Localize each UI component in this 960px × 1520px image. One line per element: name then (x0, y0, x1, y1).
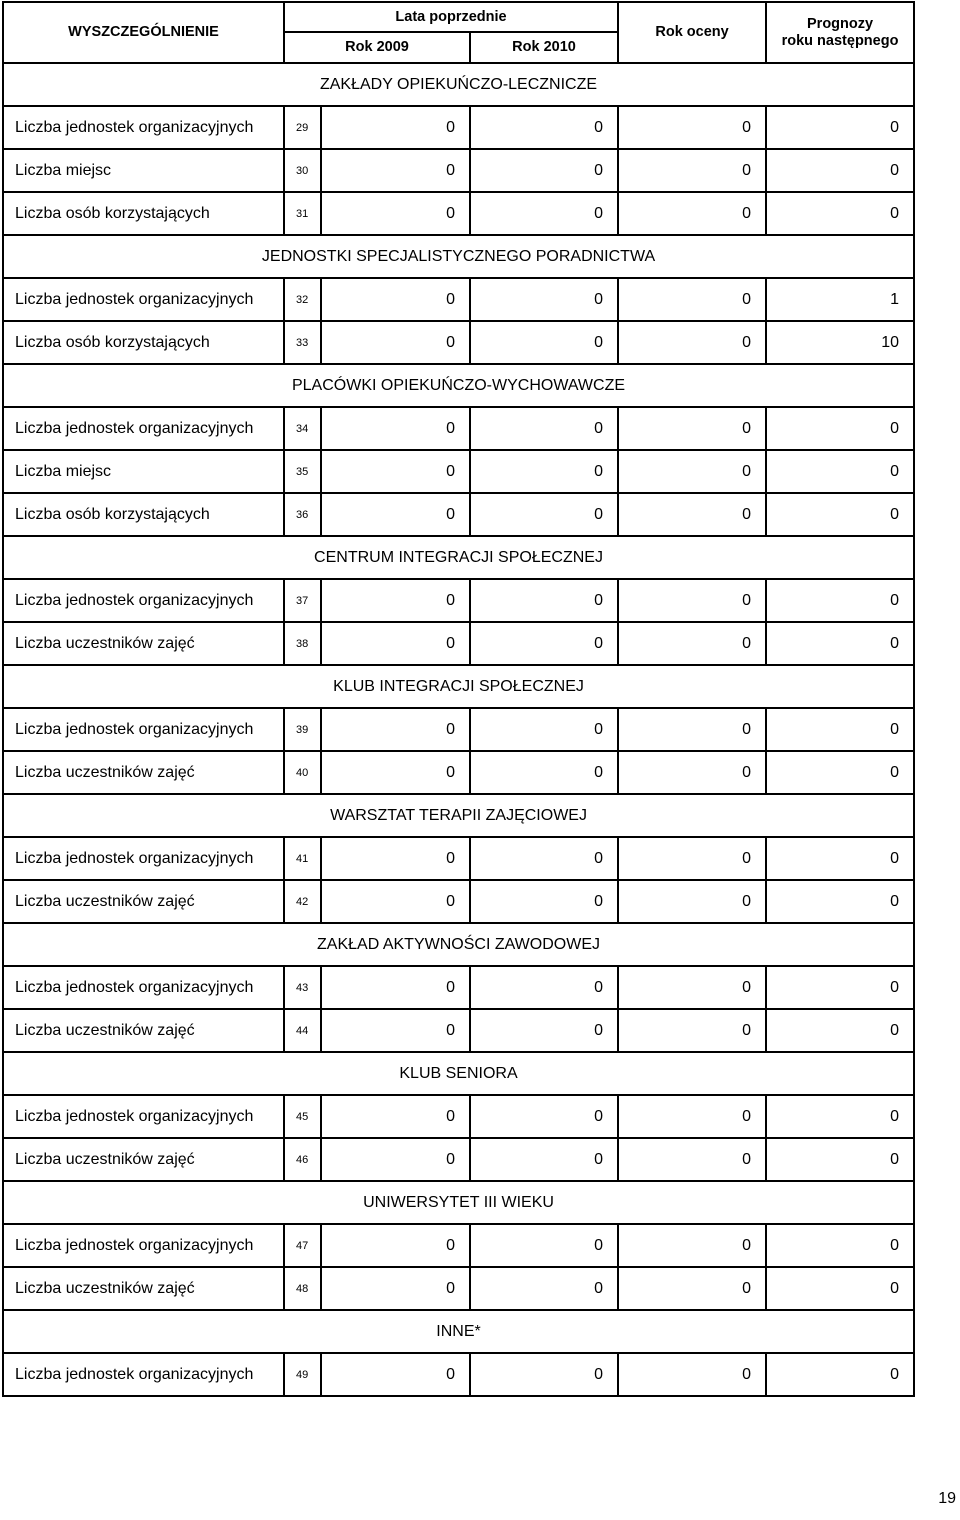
value-evaluation-year: 0 (618, 1224, 766, 1267)
row-label: Liczba jednostek organizacyjnych (3, 966, 284, 1009)
row-label: Liczba miejsc (3, 450, 284, 493)
row-number: 33 (284, 321, 321, 364)
table-body (3, 63, 914, 1396)
section-header-row (3, 1181, 914, 1224)
row-label: Liczba uczestników zajęć (3, 1267, 284, 1310)
value-forecast: 0 (766, 450, 914, 493)
table-row (3, 1009, 914, 1052)
table-row (3, 450, 914, 493)
row-label: Liczba osób korzystających (3, 493, 284, 536)
row-number: 44 (284, 1009, 321, 1052)
row-number: 34 (284, 407, 321, 450)
value-forecast: 0 (766, 837, 914, 880)
value-forecast: 0 (766, 149, 914, 192)
row-label: Liczba jednostek organizacyjnych (3, 708, 284, 751)
value-2009: 0 (321, 751, 470, 794)
header-previous-years: Lata poprzednie (284, 2, 618, 32)
row-number: 46 (284, 1138, 321, 1181)
section-header-row (3, 794, 914, 837)
value-2009: 0 (321, 493, 470, 536)
report-table (2, 1, 915, 1397)
value-evaluation-year: 0 (618, 149, 766, 192)
section-title: KLUB INTEGRACJI SPOŁECZNEJ (3, 665, 914, 708)
value-evaluation-year: 0 (618, 622, 766, 665)
value-evaluation-year: 0 (618, 192, 766, 235)
value-2010: 0 (470, 837, 618, 880)
section-title: INNE* (3, 1310, 914, 1353)
value-evaluation-year: 0 (618, 708, 766, 751)
table-row (3, 622, 914, 665)
row-label: Liczba uczestników zajęć (3, 1138, 284, 1181)
value-forecast: 0 (766, 1224, 914, 1267)
value-2010: 0 (470, 1224, 618, 1267)
value-evaluation-year: 0 (618, 1267, 766, 1310)
section-title: CENTRUM INTEGRACJI SPOŁECZNEJ (3, 536, 914, 579)
value-2009: 0 (321, 1353, 470, 1396)
row-label: Liczba jednostek organizacyjnych (3, 278, 284, 321)
section-header-row (3, 235, 914, 278)
section-header-row (3, 923, 914, 966)
table-row (3, 1138, 914, 1181)
value-evaluation-year: 0 (618, 1009, 766, 1052)
header-description: WYSZCZEGÓLNIENIE (3, 2, 284, 63)
row-number: 30 (284, 149, 321, 192)
header-forecast (766, 2, 914, 63)
value-2009: 0 (321, 579, 470, 622)
value-2010: 0 (470, 493, 618, 536)
section-header-row (3, 665, 914, 708)
row-number: 43 (284, 966, 321, 1009)
value-forecast: 0 (766, 1009, 914, 1052)
table-row (3, 321, 914, 364)
value-forecast: 0 (766, 966, 914, 1009)
table-row (3, 966, 914, 1009)
row-label: Liczba jednostek organizacyjnych (3, 106, 284, 149)
row-number: 35 (284, 450, 321, 493)
row-label: Liczba jednostek organizacyjnych (3, 407, 284, 450)
value-forecast: 0 (766, 751, 914, 794)
value-2010: 0 (470, 407, 618, 450)
table-row (3, 407, 914, 450)
table-row (3, 1267, 914, 1310)
value-forecast: 0 (766, 579, 914, 622)
value-evaluation-year: 0 (618, 1095, 766, 1138)
header-forecast-line2: roku następnego (781, 32, 899, 49)
value-2009: 0 (321, 106, 470, 149)
value-forecast: 0 (766, 622, 914, 665)
value-2009: 0 (321, 966, 470, 1009)
value-2009: 0 (321, 192, 470, 235)
row-number: 42 (284, 880, 321, 923)
table-row (3, 579, 914, 622)
value-2010: 0 (470, 880, 618, 923)
value-forecast: 0 (766, 106, 914, 149)
value-2010: 0 (470, 579, 618, 622)
row-label: Liczba uczestników zajęć (3, 622, 284, 665)
row-number: 47 (284, 1224, 321, 1267)
value-evaluation-year: 0 (618, 837, 766, 880)
value-evaluation-year: 0 (618, 321, 766, 364)
value-2009: 0 (321, 880, 470, 923)
section-header-row (3, 536, 914, 579)
value-2010: 0 (470, 1095, 618, 1138)
value-2009: 0 (321, 149, 470, 192)
value-forecast: 0 (766, 493, 914, 536)
row-number: 48 (284, 1267, 321, 1310)
value-2010: 0 (470, 450, 618, 493)
value-evaluation-year: 0 (618, 751, 766, 794)
table-row (3, 278, 914, 321)
value-2009: 0 (321, 1009, 470, 1052)
table-row (3, 493, 914, 536)
value-evaluation-year: 0 (618, 407, 766, 450)
value-evaluation-year: 0 (618, 106, 766, 149)
row-number: 39 (284, 708, 321, 751)
row-label: Liczba miejsc (3, 149, 284, 192)
section-header-row (3, 364, 914, 407)
section-header-row (3, 63, 914, 106)
row-number: 49 (284, 1353, 321, 1396)
value-evaluation-year: 0 (618, 493, 766, 536)
value-2009: 0 (321, 407, 470, 450)
value-2009: 0 (321, 1138, 470, 1181)
section-header-row (3, 1310, 914, 1353)
row-label: Liczba uczestników zajęć (3, 880, 284, 923)
value-evaluation-year: 0 (618, 450, 766, 493)
row-label: Liczba jednostek organizacyjnych (3, 1353, 284, 1396)
value-2009: 0 (321, 450, 470, 493)
value-forecast: 1 (766, 278, 914, 321)
section-title: PLACÓWKI OPIEKUŃCZO-WYCHOWAWCZE (3, 364, 914, 407)
value-2010: 0 (470, 1353, 618, 1396)
row-number: 31 (284, 192, 321, 235)
row-number: 41 (284, 837, 321, 880)
value-evaluation-year: 0 (618, 278, 766, 321)
value-forecast: 0 (766, 1353, 914, 1396)
value-2010: 0 (470, 1009, 618, 1052)
row-label: Liczba uczestników zajęć (3, 1009, 284, 1052)
row-number: 38 (284, 622, 321, 665)
table-row (3, 106, 914, 149)
row-label: Liczba jednostek organizacyjnych (3, 1095, 284, 1138)
table-row (3, 751, 914, 794)
value-2010: 0 (470, 192, 618, 235)
value-2010: 0 (470, 622, 618, 665)
value-2010: 0 (470, 1138, 618, 1181)
row-label: Liczba osób korzystających (3, 321, 284, 364)
value-evaluation-year: 0 (618, 880, 766, 923)
row-number: 36 (284, 493, 321, 536)
row-label: Liczba jednostek organizacyjnych (3, 1224, 284, 1267)
table-row (3, 708, 914, 751)
value-forecast: 0 (766, 1095, 914, 1138)
value-2009: 0 (321, 1224, 470, 1267)
value-2010: 0 (470, 966, 618, 1009)
header-forecast-line1: Prognozy (807, 15, 874, 32)
section-header-row (3, 1052, 914, 1095)
table-row (3, 1095, 914, 1138)
section-title: WARSZTAT TERAPII ZAJĘCIOWEJ (3, 794, 914, 837)
value-evaluation-year: 0 (618, 966, 766, 1009)
value-2010: 0 (470, 1267, 618, 1310)
value-2009: 0 (321, 1267, 470, 1310)
table-row (3, 837, 914, 880)
row-number: 29 (284, 106, 321, 149)
row-label: Liczba uczestników zajęć (3, 751, 284, 794)
value-evaluation-year: 0 (618, 1353, 766, 1396)
section-title: ZAKŁAD AKTYWNOŚCI ZAWODOWEJ (3, 923, 914, 966)
value-2009: 0 (321, 837, 470, 880)
value-evaluation-year: 0 (618, 1138, 766, 1181)
row-number: 45 (284, 1095, 321, 1138)
page-number: 19 (938, 1490, 956, 1507)
value-evaluation-year: 0 (618, 579, 766, 622)
table-row (3, 192, 914, 235)
row-number: 40 (284, 751, 321, 794)
value-forecast: 0 (766, 407, 914, 450)
row-number: 32 (284, 278, 321, 321)
row-number: 37 (284, 579, 321, 622)
value-2009: 0 (321, 1095, 470, 1138)
value-2010: 0 (470, 278, 618, 321)
row-label: Liczba jednostek organizacyjnych (3, 837, 284, 880)
section-title: UNIWERSYTET III WIEKU (3, 1181, 914, 1224)
value-2009: 0 (321, 708, 470, 751)
row-label: Liczba jednostek organizacyjnych (3, 579, 284, 622)
value-forecast: 10 (766, 321, 914, 364)
value-2009: 0 (321, 321, 470, 364)
section-title: ZAKŁADY OPIEKUŃCZO-LECZNICZE (3, 63, 914, 106)
value-2009: 0 (321, 622, 470, 665)
value-forecast: 0 (766, 1267, 914, 1310)
value-2010: 0 (470, 708, 618, 751)
table-row (3, 1224, 914, 1267)
table-row (3, 1353, 914, 1396)
value-2010: 0 (470, 149, 618, 192)
value-forecast: 0 (766, 880, 914, 923)
header-evaluation-year: Rok oceny (618, 2, 766, 63)
value-forecast: 0 (766, 192, 914, 235)
header-year-2010: Rok 2010 (470, 32, 618, 63)
header-year-2009: Rok 2009 (284, 32, 470, 63)
value-forecast: 0 (766, 708, 914, 751)
section-title: JEDNOSTKI SPECJALISTYCZNEGO PORADNICTWA (3, 235, 914, 278)
row-label: Liczba osób korzystających (3, 192, 284, 235)
value-2010: 0 (470, 106, 618, 149)
section-title: KLUB SENIORA (3, 1052, 914, 1095)
table-row (3, 149, 914, 192)
value-2010: 0 (470, 321, 618, 364)
value-forecast: 0 (766, 1138, 914, 1181)
value-2009: 0 (321, 278, 470, 321)
value-2010: 0 (470, 751, 618, 794)
table-row (3, 880, 914, 923)
